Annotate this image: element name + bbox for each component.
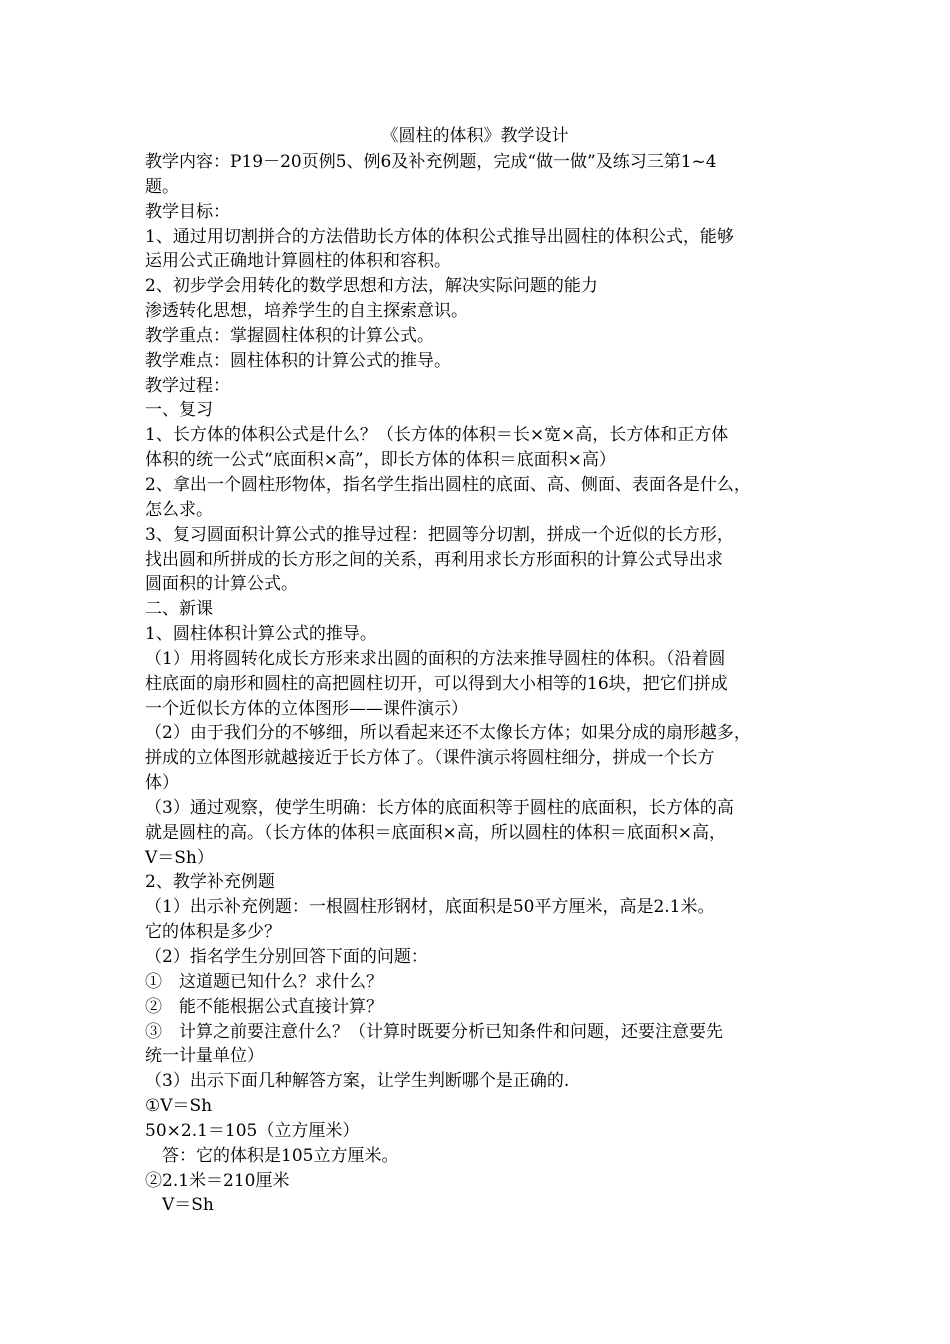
text-line: 拼成的立体图形就越接近于长方体了。（课件演示将圆柱细分，拼成一个长方 bbox=[145, 748, 715, 769]
text-line: 1、圆柱体积计算公式的推导。 bbox=[145, 624, 377, 645]
text-line: 柱底面的扇形和圆柱的高把圆柱切开，可以得到大小相等的16块，把它们拼成 bbox=[145, 673, 728, 694]
text-line: （2）由于我们分的不够细，所以看起来还不太像长方体；如果分成的扇形越多， bbox=[145, 723, 751, 744]
text-line: 1、长方体的体积公式是什么？（长方体的体积＝长×宽×高，长方体和正方体 bbox=[145, 425, 729, 446]
text-line: 教学重点：掌握圆柱体积的计算公式。 bbox=[145, 325, 434, 346]
text-line: ③ 计算之前要注意什么？（计算时既要分析已知条件和问题，还要注意要先 bbox=[145, 1021, 723, 1042]
text-line: 怎么求。 bbox=[145, 499, 213, 520]
text-line: ②2.1米＝210厘米 bbox=[145, 1170, 290, 1191]
text-line: （1）出示补充例题：一根圆柱形钢材，底面积是50平方厘米，高是2.1米。 bbox=[145, 897, 715, 918]
text-line: 就是圆柱的高。（长方体的体积＝底面积×高，所以圆柱的体积＝底面积×高， bbox=[145, 822, 726, 843]
text-line: ① 这道题已知什么？求什么？ bbox=[145, 971, 383, 992]
text-line: V＝Sh bbox=[145, 1195, 214, 1216]
text-line: ② 能不能根据公式直接计算？ bbox=[145, 996, 383, 1017]
text-line: V＝Sh） bbox=[145, 847, 214, 868]
text-line: 教学难点：圆柱体积的计算公式的推导。 bbox=[145, 350, 451, 371]
text-line: 二、新课 bbox=[145, 599, 213, 620]
text-line: 体） bbox=[145, 773, 179, 794]
text-line: 答：它的体积是105立方厘米。 bbox=[145, 1145, 399, 1166]
text-line: 题。 bbox=[145, 176, 179, 197]
text-line: （2）指名学生分别回答下面的问题： bbox=[145, 947, 428, 967]
text-line: 50×2.1＝105（立方厘米） bbox=[145, 1120, 360, 1141]
text-line: 教学内容：P19－20页例5、例6及补充例题，完成“做一做”及练习三第1~4 bbox=[145, 152, 717, 172]
text-line: 找出圆和所拼成的长方形之间的关系，再利用求长方形面积的计算公式导出求 bbox=[145, 549, 723, 570]
text-line: 2、初步学会用转化的数学思想和方法，解决实际问题的能力 bbox=[145, 276, 598, 297]
text-line: （1）用将圆转化成长方形来求出圆的面积的方法来推导圆柱的体积。（沿着圆 bbox=[145, 648, 726, 669]
text-line: 1、通过用切割拼合的方法借助长方体的体积公式推导出圆柱的体积公式，能够 bbox=[145, 226, 734, 247]
text-line: ①V＝Sh bbox=[145, 1096, 213, 1117]
text-line: 教学过程： bbox=[145, 375, 230, 396]
text-line: （3）通过观察，使学生明确：长方体的底面积等于圆柱的底面积，长方体的高 bbox=[145, 797, 734, 818]
text-line: （3）出示下面几种解答方案，让学生判断哪个是正确的. bbox=[145, 1071, 570, 1092]
text-line: 圆面积的计算公式。 bbox=[145, 574, 298, 595]
text-line: 渗透转化思想，培养学生的自主探索意识。 bbox=[145, 301, 468, 322]
document-body bbox=[145, 150, 825, 1218]
text-line: 2、教学补充例题 bbox=[145, 872, 275, 893]
text-line: 统一计量单位） bbox=[145, 1046, 264, 1067]
text-line: 一、复习 bbox=[145, 400, 213, 421]
text-line: 运用公式正确地计算圆柱的体积和容积。 bbox=[145, 251, 451, 272]
text-line: 教学目标： bbox=[145, 201, 230, 222]
text-line: 2、拿出一个圆柱形物体，指名学生指出圆柱的底面、高、侧面、表面各是什么， bbox=[145, 474, 751, 495]
text-line: 体积的统一公式“底面积×高”，即长方体的体积＝底面积×高） bbox=[145, 450, 616, 471]
text-line: 3、复习圆面积计算公式的推导过程：把圆等分切割，拼成一个近似的长方形， bbox=[145, 524, 734, 545]
text-line: 一个近似长方体的立体图形——课件演示） bbox=[145, 698, 468, 719]
text-line: 它的体积是多少？ bbox=[145, 922, 281, 943]
document-title: 《圆柱的体积》教学设计 bbox=[381, 126, 569, 146]
